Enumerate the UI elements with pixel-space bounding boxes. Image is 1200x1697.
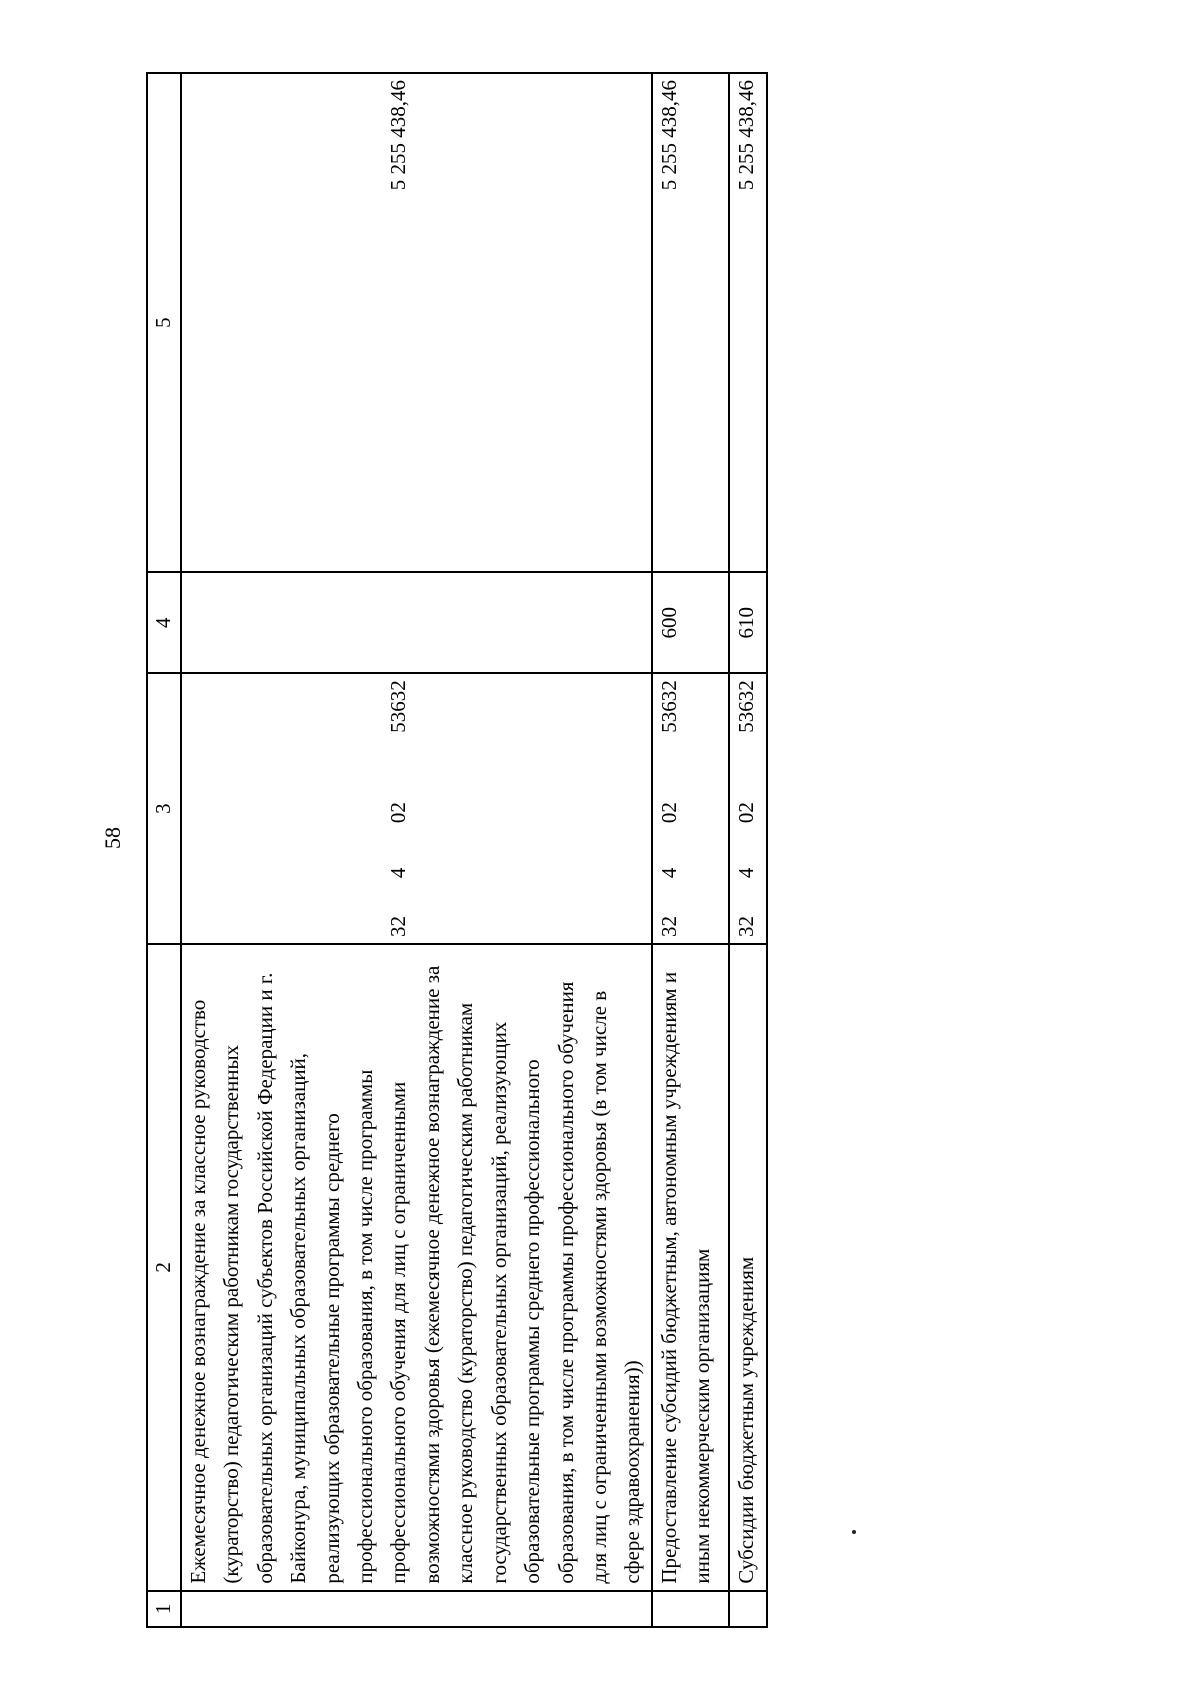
amount-cell: 5 255 438,46 xyxy=(652,73,729,572)
amount-cell xyxy=(181,73,652,572)
description-cell xyxy=(181,944,652,1591)
table-row xyxy=(729,73,767,1627)
code-part-subprogram: 02 xyxy=(386,802,411,824)
code-part-subprogram: 02 xyxy=(656,802,681,824)
budget-table xyxy=(146,72,768,1628)
table-header-row xyxy=(147,73,181,1627)
code-part-program: 32 xyxy=(386,915,411,937)
table-row xyxy=(181,73,652,1627)
code-part-direction: 53632 xyxy=(733,680,758,733)
description-text: Предоставление субсидий бюджетным, автономным учреждениям и иным некоммерческим организациям xyxy=(656,971,715,1584)
row-number-cell xyxy=(181,1591,652,1627)
expense-type-cell: 600 xyxy=(652,572,729,673)
header-col-3: 3 xyxy=(147,673,181,944)
code-part-type: 4 xyxy=(656,867,681,879)
page-number: 58 xyxy=(100,827,125,849)
code-part-direction: 53632 xyxy=(656,680,681,733)
budget-code xyxy=(382,680,415,937)
table-row xyxy=(652,73,729,1627)
code-part-type: 4 xyxy=(386,867,411,879)
row-number-cell xyxy=(729,1591,767,1627)
budget-code xyxy=(653,680,686,937)
header-col-2: 2 xyxy=(147,944,181,1591)
header-col-4: 4 xyxy=(147,572,181,673)
code-part-direction: 53632 xyxy=(386,680,411,733)
description-text: Субсидии бюджетным учреждениям xyxy=(733,1256,758,1584)
amount-cell: 5 255 438,46 xyxy=(729,73,767,572)
description-text: Ежемесячное денежное вознаграждение за классное руководство (кураторство) педагогическим работникам государственных образовательных организаций субъектов Российской Федерации и г. Байконура, муниципальных образовательных организаций, реализующих образовательные программы среднего профессионального образования, в том числе программы профессионального обучения для лиц с ограниченными возможностями здоровья (ежемесячное денежное вознаграждение за классное руководство (кураторство) педагогическим работникам государственных образовательных организаций, реализующих образовательные программы среднего профессионального образования, в том числе программы профессионального обучения для лиц с ограниченными возможностями здоровья (в том числе в сфере здравоохранения)) xyxy=(186,965,645,1584)
budget-code xyxy=(730,680,763,937)
scan-speck xyxy=(852,1530,856,1534)
code-part-program: 32 xyxy=(656,915,681,937)
code-cell xyxy=(729,673,767,944)
code-cell xyxy=(181,673,652,944)
code-part-program: 32 xyxy=(733,915,758,937)
code-part-subprogram: 02 xyxy=(733,802,758,824)
header-col-5: 5 xyxy=(147,73,181,572)
header-col-1: 1 xyxy=(147,1591,181,1627)
amount-value: 5 255 438,46 xyxy=(386,80,411,191)
code-cell xyxy=(652,673,729,944)
expense-type-cell: 610 xyxy=(729,572,767,673)
row-number-cell xyxy=(652,1591,729,1627)
description-cell xyxy=(652,944,729,1591)
expense-type-cell xyxy=(181,572,652,673)
code-part-type: 4 xyxy=(733,867,758,879)
budget-table-rotated xyxy=(146,72,768,1628)
description-cell xyxy=(729,944,767,1591)
